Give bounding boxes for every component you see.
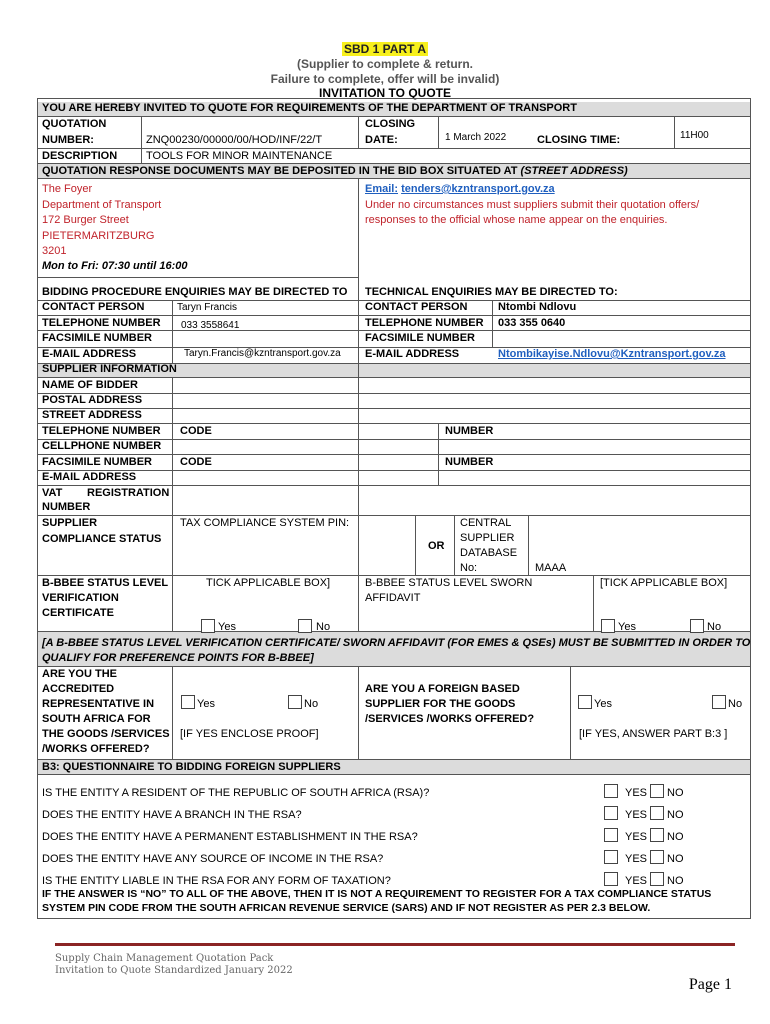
address-line: Department of Transport: [42, 199, 162, 211]
taxation-yes-label: YES: [625, 875, 648, 887]
sworn-tick-instruction: [TICK APPLICABLE BOX]: [600, 577, 728, 589]
branch-yes-label: YES: [625, 809, 648, 821]
representative-question: /WORKS OFFERED?: [42, 743, 150, 755]
invite-banner: YOU ARE HEREBY INVITED TO QUOTE FOR REQUIREMENTS OF THE DEPARTMENT OF TRANSPORT: [42, 102, 577, 114]
page-heading: INVITATION TO QUOTE: [319, 86, 451, 100]
csd-label-1: CENTRAL: [460, 517, 512, 529]
closing-time-label: CLOSING TIME:: [537, 134, 621, 146]
foreign-supplier-no-checkbox[interactable]: [712, 695, 726, 709]
bidding-contact-label: CONTACT PERSON: [42, 301, 145, 313]
bidding-fax-label: FACSIMILE NUMBER: [42, 332, 152, 344]
csd-label-4: No:: [460, 562, 478, 574]
foreign-supplier-question: /SERVICES /WORKS OFFERED?: [365, 713, 535, 725]
resident-yes-checkbox[interactable]: [604, 784, 618, 798]
income-no-label: NO: [667, 853, 684, 865]
b3-question-income: DOES THE ENTITY HAVE ANY SOURCE OF INCOME IN THE RSA?: [42, 853, 384, 865]
income-yes-checkbox[interactable]: [604, 850, 618, 864]
closing-date: 1 March 2022: [445, 132, 507, 143]
closing-date-label-2: DATE:: [365, 134, 398, 146]
csd-prefix: MAAA: [535, 562, 567, 574]
telephone-number-label: NUMBER: [445, 425, 494, 437]
representative-no-label: No: [304, 698, 319, 710]
establishment-yes-checkbox[interactable]: [604, 828, 618, 842]
vat-label-3: NUMBER: [42, 501, 91, 513]
closing-date-label-1: CLOSING: [365, 118, 416, 130]
resident-no-label: NO: [667, 787, 684, 799]
bidding-telephone-value: 033 3558641: [181, 320, 240, 331]
b3-question-resident: IS THE ENTITY A RESIDENT OF THE REPUBLIC OF SOUTH AFRICA (RSA)?: [42, 787, 430, 799]
sworn-affidavit-label-2: AFFIDAVIT: [365, 592, 421, 604]
csd-label-3: DATABASE: [460, 547, 518, 559]
submission-notice-1: Under no circumstances must suppliers submit their quotation offers/: [365, 199, 700, 211]
bbbee-certificate-yes-checkbox[interactable]: [201, 619, 215, 633]
tender-email[interactable]: Email: tenders@kzntransport.gov.za: [365, 183, 555, 195]
tech-fax-label: FACSIMILE NUMBER: [365, 332, 475, 344]
taxation-no-checkbox[interactable]: [650, 872, 664, 886]
branch-no-checkbox[interactable]: [650, 806, 664, 820]
description-label: DESCRIPTION: [42, 150, 118, 162]
page-number: Page 1: [688, 976, 732, 993]
establishment-no-checkbox[interactable]: [650, 828, 664, 842]
tech-email-label: E-MAIL ADDRESS: [365, 348, 460, 360]
submission-notice-2: responses to the official whose name appear on the enquiries.: [365, 214, 668, 226]
quotation-label-2: NUMBER:: [42, 134, 94, 146]
representative-yes-label: Yes: [197, 698, 215, 710]
b3-question-branch: DOES THE ENTITY HAVE A BRANCH IN THE RSA?: [42, 809, 302, 821]
representative-question: THE GOODS /SERVICES: [42, 728, 170, 740]
telephone-label: TELEPHONE NUMBER: [42, 425, 161, 437]
footer-divider: [55, 943, 735, 946]
quotation-label-1: QUOTATION: [42, 118, 107, 130]
foreign-supplier-question: ARE YOU A FOREIGN BASED: [365, 683, 520, 695]
or-label: OR: [428, 540, 445, 552]
sworn-affidavit-label-1: B-BBEE STATUS LEVEL SWORN: [365, 577, 533, 589]
sworn-affidavit-yes-checkbox[interactable]: [601, 619, 615, 633]
sbd-title: SBD 1 PART A: [343, 42, 426, 56]
b3-heading: B3: QUESTIONNAIRE TO BIDDING FOREIGN SUPPLIERS: [42, 761, 341, 773]
tax-pin-label: TAX COMPLIANCE SYSTEM PIN:: [180, 517, 350, 529]
header-instruction-1: (Supplier to complete & return.: [296, 57, 473, 71]
income-no-checkbox[interactable]: [650, 850, 664, 864]
bbbee-note-1: [A B-BBEE STATUS LEVEL VERIFICATION CERTIFICATE/ SWORN AFFIDAVIT (FOR EMES & QSEs) MUST BE SUBMITTED IN ORDER TO: [42, 637, 751, 649]
bidding-email-value[interactable]: Taryn.Francis@kzntransport.gov.za: [184, 348, 341, 359]
tech-email-value[interactable]: Ntombikayise.Ndlovu@Kzntransport.gov.za: [498, 348, 726, 360]
quotation-number: ZNQ00230/00000/00/HOD/INF/22/T: [146, 134, 323, 146]
office-hours: Mon to Fri: 07:30 until 16:00: [42, 260, 188, 272]
csd-label-2: SUPPLIER: [460, 532, 515, 544]
address-line: 3201: [42, 245, 67, 257]
supplier-info-heading: SUPPLIER INFORMATION: [42, 363, 177, 375]
telephone-code-label: CODE: [180, 425, 212, 437]
bbbee-label-3: CERTIFICATE: [42, 607, 114, 619]
fax-code-label: CODE: [180, 456, 212, 468]
name-of-bidder-label: NAME OF BIDDER: [42, 379, 138, 391]
address-line: PIETERMARITZBURG: [42, 230, 155, 242]
vat-label-2: REGISTRATION: [87, 487, 170, 499]
tech-contact-label: CONTACT PERSON: [365, 301, 468, 313]
footer-line-1: Supply Chain Management Quotation Pack: [55, 953, 274, 964]
address-line: 172 Burger Street: [42, 214, 129, 226]
bbbee-label-1: B-BBEE STATUS LEVEL: [42, 577, 169, 589]
technical-enquiries-heading: TECHNICAL ENQUIRIES MAY BE DIRECTED TO:: [365, 286, 618, 298]
enclose-proof-note: [IF YES ENCLOSE PROOF]: [180, 728, 319, 740]
bbbee-certificate-no-checkbox[interactable]: [298, 619, 312, 633]
branch-no-label: NO: [667, 809, 684, 821]
establishment-no-label: NO: [667, 831, 684, 843]
answer-b3-note: [IF YES, ANSWER PART B:3 ]: [579, 728, 728, 740]
bidding-telephone-label: TELEPHONE NUMBER: [42, 317, 161, 329]
representative-no-checkbox[interactable]: [288, 695, 302, 709]
bidding-contact-value: Taryn Francis: [177, 302, 238, 313]
bbbee-label-2: VERIFICATION: [42, 592, 119, 604]
fax-number-label: NUMBER: [445, 456, 494, 468]
b3-conclusion-2: SYSTEM PIN CODE FROM THE SOUTH AFRICAN REVENUE SERVICE (SARS) AND IF NOT REGISTER AS PER 2.3 BELOW.: [42, 902, 651, 914]
cellphone-label: CELLPHONE NUMBER: [42, 440, 162, 452]
representative-question: ACCREDITED: [42, 683, 115, 695]
email-address-label: E-MAIL ADDRESS: [42, 471, 137, 483]
foreign-supplier-yes-label: Yes: [594, 698, 612, 710]
income-yes-label: YES: [625, 853, 648, 865]
taxation-no-label: NO: [667, 875, 684, 887]
footer-line-2: Invitation to Quote Standardized January 2022: [55, 965, 293, 976]
representative-question: SOUTH AFRICA FOR: [42, 713, 151, 725]
foreign-supplier-question: SUPPLIER FOR THE GOODS: [365, 698, 516, 710]
compliance-label-1: SUPPLIER: [42, 517, 98, 529]
bidding-email-label: E-MAIL ADDRESS: [42, 348, 137, 360]
foreign-supplier-yes-checkbox[interactable]: [578, 695, 592, 709]
bbbee-certificate-yes-label: Yes: [218, 621, 236, 633]
closing-time: 11H00: [680, 130, 709, 141]
resident-no-checkbox[interactable]: [650, 784, 664, 798]
sworn-affidavit-no-label: No: [707, 621, 722, 633]
compliance-label-2: COMPLIANCE STATUS: [42, 533, 162, 545]
tech-contact-value: Ntombi Ndlovu: [498, 301, 577, 313]
branch-yes-checkbox[interactable]: [604, 806, 618, 820]
bbbee-note-2: QUALIFY FOR PREFERENCE POINTS FOR B-BBEE]: [42, 652, 314, 664]
b3-question-taxation: IS THE ENTITY LIABLE IN THE RSA FOR ANY FORM OF TAXATION?: [42, 875, 391, 887]
address-line: The Foyer: [42, 183, 93, 195]
resident-yes-label: YES: [625, 787, 648, 799]
bbbee-certificate-no-label: No: [316, 621, 331, 633]
bbbee-tick-instruction: TICK APPLICABLE BOX]: [206, 577, 331, 589]
vat-label-1: VAT: [42, 487, 63, 499]
taxation-yes-checkbox[interactable]: [604, 872, 618, 886]
establishment-yes-label: YES: [625, 831, 648, 843]
b3-question-establishment: DOES THE ENTITY HAVE A PERMANENT ESTABLISHMENT IN THE RSA?: [42, 831, 418, 843]
bidding-enquiries-heading: BIDDING PROCEDURE ENQUIRIES MAY BE DIRECTED TO: [42, 286, 348, 298]
header-instruction-2: Failure to complete, offer will be invalid): [270, 72, 500, 86]
tech-telephone-label: TELEPHONE NUMBER: [365, 317, 484, 329]
sworn-affidavit-no-checkbox[interactable]: [690, 619, 704, 633]
deposit-banner: QUOTATION RESPONSE DOCUMENTS MAY BE DEPOSITED IN THE BID BOX SITUATED AT (STREET ADDRESS): [42, 165, 628, 177]
tech-telephone-value: 033 355 0640: [498, 317, 566, 329]
postal-address-label: POSTAL ADDRESS: [42, 394, 143, 406]
representative-yes-checkbox[interactable]: [181, 695, 195, 709]
foreign-supplier-no-label: No: [728, 698, 743, 710]
sworn-affidavit-yes-label: Yes: [618, 621, 636, 633]
description-value: TOOLS FOR MINOR MAINTENANCE: [146, 150, 333, 162]
representative-question: ARE YOU THE: [42, 668, 117, 680]
fax-label: FACSIMILE NUMBER: [42, 456, 152, 468]
street-address-label: STREET ADDRESS: [42, 409, 142, 421]
b3-conclusion-1: IF THE ANSWER IS “NO” TO ALL OF THE ABOVE, THEN IT IS NOT A REQUIREMENT TO REGISTER FOR A TAX COMPLIANCE STATUS: [42, 888, 712, 900]
representative-question: REPRESENTATIVE IN: [42, 698, 155, 710]
